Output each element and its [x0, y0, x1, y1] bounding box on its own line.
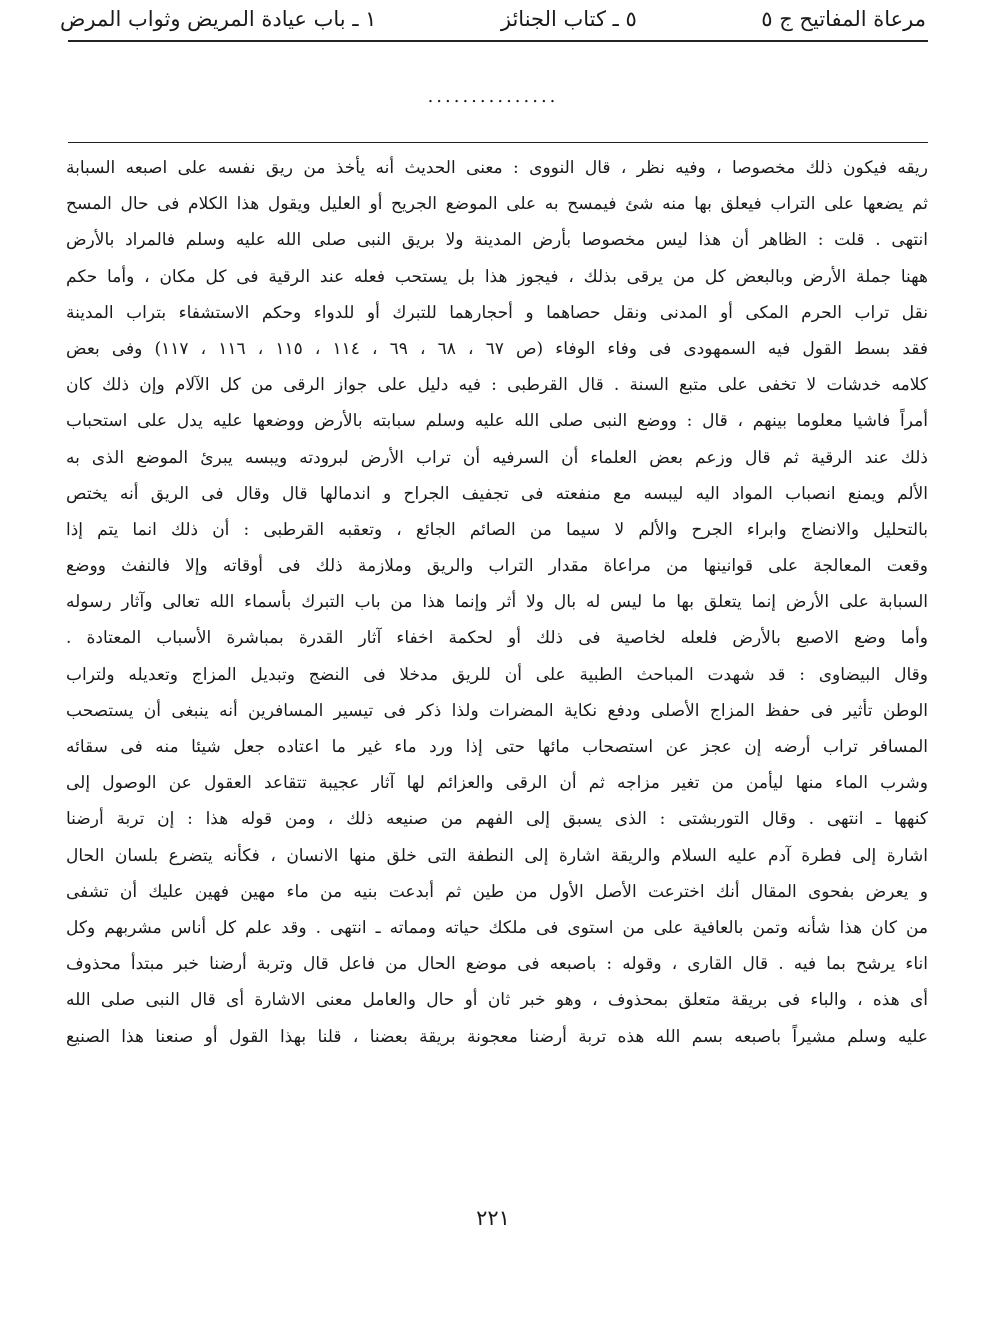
text-line: السبابة على الأرض إنما يتعلق بها ما ليس له بال ولا أثر وإنما هذا من باب التبرك بأسماء الله تعالى وآثار رسوله [66, 592, 928, 613]
text-line: اناء يرشح بما فيه . قال القارى ، وقوله : باصبعه فى موضع الحال من فاعل قال وتربة أرضنا خبر مبتدأ محذوف [66, 954, 928, 975]
text-line: أى هذه ، والباء فى بريقة متعلق بمحذوف ، وهو خبر ثان أو حال والعامل معنى الاشارة أى قال النبى صلى الله [66, 990, 928, 1011]
text-line: اشارة إلى فطرة آدم عليه السلام والريقة اشارة إلى النطفة التى خلق منها الانسان ، فكأنه يتضرع بلسان الحال [66, 845, 928, 866]
header-rule [68, 40, 928, 42]
text-line: كلامه خدشات لا تخفى على متبع السنة . قال القرطبى : فيه دليل على جواز الرقى من كل الآلام وإن ذلك كان [66, 375, 928, 396]
text-line: بالتحليل والانضاج وابراء الجرح والألم لا سيما من الصائم الجائع ، وتعقبه القرطبى : أن ذلك انما يتم إذا [66, 519, 928, 540]
text-line: كنهها ـ انتهى . وقال التوربشتى : الذى يسبق إلى الفهم من صنيعه ذلك ، ومن قوله هذا : إن تربة أرضنا [66, 809, 928, 830]
text-line: الألم ويمنع انصباب المواد اليه ليبسه مع منفعته فى تجفيف الجراح و اندمالها قال وقال فى الريق أنه يختص [66, 483, 928, 504]
text-line: فقد بسط القول فيه السمهودى فى وفاء الوفاء (ص ٦٧ ، ٦٨ ، ٦٩ ، ١١٤ ، ١١٥ ، ١١٦ ، ١١٧) وفى بعض [66, 338, 928, 359]
body-text [66, 150, 928, 1055]
text-line: عليه وسلم مشيراً باصبعه بسم الله هذه تربة أرضنا معجونة بريقة بعضنا ، قلنا بهذا القول أو صنعنا هذا الصنيع [66, 1026, 928, 1047]
text-line: وقعت المعالجة على قوانينها من مراعاة مقدار التراب والريق وملازمة ذلك فى أوقاته وإلا فالنفث ووضع [66, 556, 928, 577]
header-chapter-title: ١ ـ باب عيادة المريض وثواب المرض [60, 7, 377, 31]
text-line: الوطن تأثير فى حفظ المزاج الأصلى ودفع نكاية المضرات ولذا ذكر فى تيسير المسافرين أنه ينبغى أن يستصحب [66, 700, 928, 721]
text-line: ثم يضعها على التراب فيعلق بها منه شئ فيمسح به على الموضع الجريح أو العليل ويقول هذا الكلام فى حال المسح [66, 194, 928, 215]
text-line: و يعرض بفحوى المقال أنك اخترعت الأصل الأول من طين ثم أبدعت بنيه من ماء مهين فهين عليك أن تشفى [66, 881, 928, 902]
text-line: نقل تراب الحرم المكى أو المدنى ونقل حصاهما و أحجارهما للتبرك أو للدواء وحكم الاستشفاء بتراب المدينة [66, 302, 928, 323]
text-line: وشرب الماء منها ليأمن من تغير مزاجه ثم أن الرقى والعزائم لها آثار عجيبة تتقاعد العقول عن الوصول إلى [66, 773, 928, 794]
header-book-title: مرعاة المفاتيح ج ٥ [761, 7, 926, 31]
text-line: وقال البيضاوى : قد شهدت المباحث الطبية على أن للريق مدخلا فى النضج وتبديل المزاج وتعديله ولتراب [66, 664, 928, 685]
text-rule [68, 142, 928, 143]
text-line: ريقه فيكون ذلك مخصوصا ، وفيه نظر ، قال النووى : معنى الحديث أنه يأخذ من ريق نفسه على اصبعه السبابة [66, 158, 928, 178]
text-line: انتهى . قلت : الظاهر أن هذا ليس مخصوصا بأرض المدينة ولا بريق النبى صلى الله عليه وسلم فالمراد بالأرض [66, 230, 928, 251]
text-line: ذلك عند الرقية ثم قال وزعم بعض العلماء أن السرفيه أن تراب الأرض لبرودته ويبسه يبرئ الموضع الذى به [66, 447, 928, 468]
text-line: من كان هذا شأنه وتمن بالعافية على من استوى فى ملكك حياته ومماته ـ انتهى . وقد علم كل أناس مشربهم وكل [66, 917, 928, 938]
text-line: ههنا جملة الأرض وبالبعض كل من يرقى بذلك ، فيجوز هذا بل يستحب فعله عند الرقية فى كل مكان ، وأما حكم [66, 266, 928, 287]
page-number: ٢٢١ [476, 1206, 510, 1230]
section-separator-dots: ............... [427, 86, 559, 107]
text-line: المسافر تراب أرضه إن عجز عن استصحاب مائها حتى إذا ورد ماء غير ما اعتاده جعل شيئا منه فى سقائه [66, 737, 928, 757]
header-book-section: ٥ ـ كتاب الجنائز [500, 7, 637, 31]
text-line: أمراً فاشيا معلوما بينهم ، قال : ووضع النبى صلى الله عليه وسلم سبابته بالأرض ووضعها عليه يدل على استحباب [66, 411, 928, 432]
running-header [60, 2, 926, 36]
text-line: وأما وضع الاصبع بالأرض فلعله لخاصية فى ذلك أو لحكمة اخفاء آثار القدرة بمباشرة الأسباب المعتادة . [66, 628, 928, 649]
